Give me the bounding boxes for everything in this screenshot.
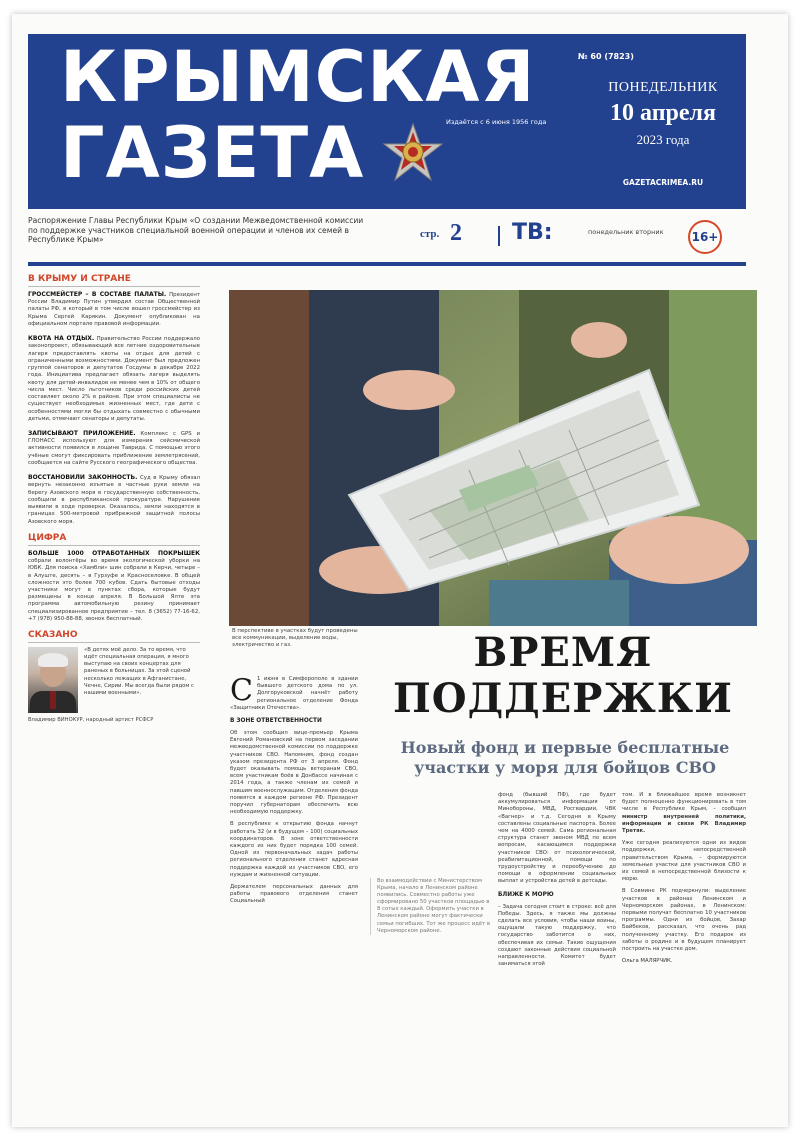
people-holding-map-photo — [229, 290, 757, 626]
section-heading-news: В КРЫМУ И СТРАНЕ — [28, 274, 200, 287]
order-emblem-icon — [380, 122, 446, 188]
article-paragraph: фонд (бывший ПФ), где будет аккумулироваться информация от Минобороны, МВД, Росгвардии, ЧВК «Вагнер» и т.д. Сегодня в Крыму составлены социальные паспорта. Более чем на 4000 семей. Сама региональная структура станет звеном МВД по всем вопросам, касающимся поддержки участников СВО: от психологической, реабилитационной, помощи по трудоустройству и переобучению до помощи в оформлении социальных выплат и устройства детей в детсады. — [498, 792, 616, 885]
article-column-1 — [230, 673, 358, 911]
news-item-lead: ВОССТАНОВИЛИ ЗАКОННОСТЬ. — [28, 474, 138, 482]
news-item — [28, 291, 200, 328]
news-item-lead: ЗАПИСЫВАЮТ ПРИЛОЖЕНИЕ. — [28, 429, 136, 437]
section-heading-figure: ЦИФРА — [28, 533, 200, 546]
quote-author: Владимир ВИНОКУР, народный артист РСФСР — [28, 717, 154, 724]
news-item — [28, 474, 200, 526]
quote-block — [28, 647, 200, 713]
announcement-text: Распоряжение Главы Республики Крым «О создании Межведомственной комиссии по поддержке участников специальной военной операции и членов их семей в Республике Крым» — [28, 216, 364, 245]
left-news-column — [28, 274, 200, 723]
title-line-2: ГАЗЕТА — [60, 112, 365, 194]
article-subheading: БЛИЖЕ К МОРЮ — [498, 891, 554, 898]
divider — [498, 226, 500, 246]
article-column-2 — [498, 792, 616, 973]
article-headline — [378, 630, 748, 721]
main-photo — [229, 290, 757, 626]
news-item-text: Президент России Владимир Путин утвердил состав Общественной палаты РФ, в который в том числе вошел гроссмейстер из Крыма Сергей Карякин. Документ опубликован на официальном портале правовой информации. — [28, 292, 200, 327]
article-paragraph: Об этом сообщил вице-премьер Крыма Евгений Романовский на первом заседании межведомственной комиссии по поддержке участников СВО. Напомним, фонд создан указом президента РФ от 3 апреля. Фонд будет оказывать помощь ветеранам СВО, всем участникам боёв в Донбассе начиная с 2014 года, а также членам их семей и павшим военнослужащим. Отделения фонда появятся в каждом регионе РФ. Президент поручил губернаторам обеспечить всю необходимую поддержку. — [230, 729, 358, 816]
author-portrait — [28, 647, 78, 713]
page-ref-number: 2 — [450, 220, 462, 246]
sidebar-note: Во взаимодействии с Министерством Крыма, начало в Ленинском районе появились. Совместно работы уже сформировано 50 участков площадью в 8 сотых каждый. Оформить участки в Ленинском районе могут фактически семьи погибших. Тот же процесс идёт в Черноморском районе. — [370, 878, 492, 935]
article-paragraph: Уже сегодня реализуются одни из видов поддержки, непосредственной правительством Крыма, – формируются земельные участки для участников СВО и их семей в непосредственной близости к морю. — [622, 840, 746, 883]
page-ref-label: стр. — [420, 228, 440, 240]
header-rule — [28, 262, 746, 266]
article-paragraph: том. И в ближайшее время возникнет будет полноценно функционировать в том числе в Республике Крым, – сообщил — [622, 792, 746, 813]
news-item-text: Правительство России поддержало законопроект, обязывающий все летние оздоровительные лагеря предоставлять квоты на отдых для детей с ограниченными возможностями. Документ был предложен группой сенаторов и депутатов Госдумы в декабре 2022 года. Инициатива предлагает обязать лагеря выделять квоту для детей-инвалидов не менее чем в 10% от общего числа мест. Число льготников среди российских детей составляет около 2% в районе. При этом специалисты не существует необходимых жизненных мест, где дети с особенностями могли бы отдыхать совместно с обычными детьми, отмечают сенаторы и депутаты. — [28, 336, 200, 422]
weekday: ПОНЕДЕЛЬНИК — [608, 80, 718, 95]
headline-line-2: ПОДДЕРЖКИ — [393, 674, 733, 722]
issue-year: 2023 года — [636, 132, 690, 147]
figure-item — [28, 550, 200, 623]
news-item-lead: КВОТА НА ОТДЫХ. — [28, 335, 95, 343]
article-paragraph: В Совмине РК подчеркнули: выделение участков в районах Ленинском и Черноморском районах, в Ленинском: первыми получат бесплатно 10 участников программы. Одни из бойцов, Захар Байбеков, рассказал, что очень рад полученному участку. Его подарок из заботы о родине и в будущем планирует построить на участке дом. — [622, 888, 746, 953]
news-item-text: Суд в Крыму обязал вернуть незаконно изъятые в частные руки земли на берегу Азовского моря в государственную собственность, сообщили в республиканской прокуратуре. Нарушение выявили в ходе проверки. Оказалось, земли находятся в границах 500-метровой прибрежной защитной полосы Азовского моря. — [28, 475, 200, 525]
title-line-1: КРЫМСКАЯ — [60, 36, 536, 118]
website-link[interactable]: GAZETACRIMEA.RU — [622, 178, 704, 187]
article-bold-attribution: министр внутренней политики, информации и связи РК Владимир Третяк. — [622, 813, 746, 835]
article-subheading: В ЗОНЕ ОТВЕТСТВЕННОСТИ — [230, 718, 322, 725]
newspaper-title — [60, 36, 536, 194]
news-item-lead: ГРОССМЕЙСТЕР – В СОСТАВЕ ПАЛАТЫ. — [28, 291, 167, 298]
quote-text: «В детях моё дело. За то время, что идёт специальная операция, я много выступаю на своих концертах для раненых в больницах. За этой сценой несколько лежащих в Афганистане, Чечне, Сирии. Мы всегда были рядом с нашими военными». — [84, 647, 194, 696]
news-item — [28, 335, 200, 423]
issue-date: 10 апреля — [610, 100, 716, 126]
issue-number: № 60 (7823) — [578, 52, 634, 61]
photo-caption: В перспективе в участках будут проведены все коммуникации, выделение воды, электричество и газ. — [232, 628, 358, 649]
article-column-3 — [622, 792, 746, 965]
news-item-text: Комплекс с GPS и ГЛОНАСС используют для измерения сейсмической активности появился в лощине Таврида. С помощью этого учёные смогут фиксировать приближение землетрясений, сообщается на сайте Русского географического общества. — [28, 430, 200, 466]
article-subtitle: Новый фонд и первые бесплатные участки у моря для бойцов СВО — [400, 738, 730, 777]
tv-days: понедельник вторник — [588, 228, 664, 236]
article-paragraph: Держателем персональных данных для работы правового отделения станет Социальный — [230, 883, 358, 905]
figure-text: собрали волонтёры во время экологической уборки на ЮБК. Для поиска «Хамбли» шин собрали в Керчи, четыре – в Алуште, десять – в Гурзуфе и Красноселовке. В общей сложности это более 700 кубов. Сдать бытовые отходы участники могут в пунктах сбора, которые будут размещены в конце апреля. В Большой Ялте эта программа автомобильную резину принимает специализированное предприятие – тел. 8 (3652) 77-16-62, +7 (978) 950-88-88, звонок бесплатный. — [28, 558, 200, 622]
tv-label: ТВ: — [512, 220, 553, 245]
age-rating-badge: 16+ — [688, 220, 722, 254]
headline-line-1: ВРЕМЯ — [473, 629, 653, 676]
article-paragraph: – Задача сегодня стоит в строке: всё для Победы. Здесь, я также мы должны сделать все условия, чтобы наши воины, ощущали такую поддержку, что государство заботится о них, обеспечивая их семьи. Такие ощущения создают законные действия социальной направленности. Комитет будет заниматься этой — [498, 903, 616, 968]
subheader — [28, 214, 746, 260]
figure-lead: БОЛЬШЕ 1000 ОТРАБОТАННЫХ ПОКРЫШЕК — [28, 549, 200, 557]
drop-cap: С — [230, 673, 253, 708]
published-since: Издаётся с 6 июня 1956 года — [446, 118, 547, 126]
article-lead: 1 июня в Симферополе в здании бывшего детского дома по ул. Долгоруковской начнёт работу региональное отделение Фонда «Защитники Отечества». — [230, 676, 358, 711]
section-heading-quote: СКАЗАНО — [28, 630, 200, 643]
article-author: Ольга МАЛЯРЧИК. — [622, 958, 673, 965]
masthead — [28, 34, 746, 209]
news-item — [28, 430, 200, 467]
article-paragraph: В республике к открытию фонда начнут работать 32 (и в будущем – 100) социальных координаторов. В зоне ответственности каждого из них будет порядка 100 семей. Одной из первоначальных задач работы регионального отделения станет адресная поддержка каждой из участников СВО, его нуждам и жизненной ситуации. — [230, 821, 358, 878]
